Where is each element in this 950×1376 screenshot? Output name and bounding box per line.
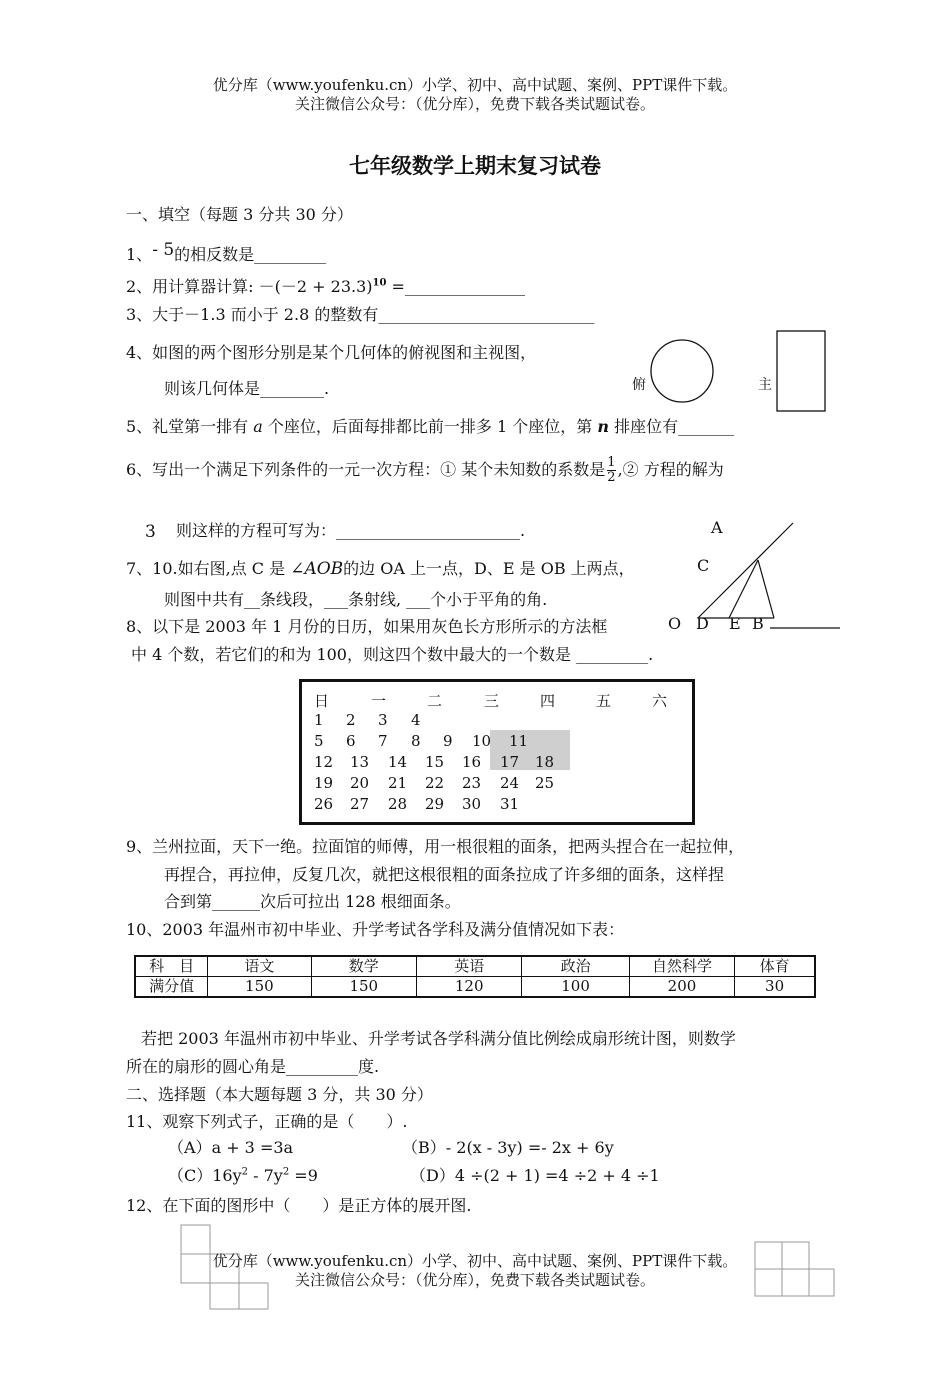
question-10-line-3: 所在的扇形的圆心角是_________度. xyxy=(126,1057,380,1076)
question-8-line-1: 8、以下是 2003 年 1 月份的日历，如果用灰色长方形所示的方法框 xyxy=(126,617,608,636)
question-3: 3、大于－1.3 而小于 2.8 的整数有___________________________ xyxy=(126,305,595,324)
question-7-line-1: 7、10.如右图,点 C 是 ∠AOB的边 OA 上一点，D、E 是 OB 上两点， xyxy=(126,559,635,579)
question-7-line-2: 则图中共有__条线段，___条射线, ___个小于平角的角. xyxy=(164,590,548,609)
header-line-2: 关注微信公众号：（优分库），免费下载各类试题试卷。 xyxy=(294,95,655,113)
rectangle-front-view xyxy=(777,331,825,411)
option-d: （D）4 ÷(2 + 1) =4 ÷2 + 4 ÷1 xyxy=(410,1166,660,1185)
question-9-line-2: 再捏合，再拉伸，反复几次，就把这根很粗的面条拉成了许多细的面条，这样捏 xyxy=(164,865,725,884)
question-1: 1、- 5的相反数是_________ xyxy=(126,240,327,264)
question-12: 12、在下面的图形中（ ）是正方体的展开图. xyxy=(126,1196,472,1215)
point-d-label: D xyxy=(696,614,709,633)
question-6-solution: 3 xyxy=(145,522,156,542)
point-e-label: E xyxy=(729,614,741,633)
question-9-line-3: 合到第______次后可拉出 128 根细面条。 xyxy=(164,892,461,911)
option-c: $(C)16y^2 - 7y^2 =9$ xyxy=(168,1166,318,1185)
question-6-line-2: 则这样的方程可写为：_______________________. xyxy=(176,521,526,540)
point-o-label: O xyxy=(668,614,682,633)
table-row: 满分值 150 150 120 100 200 30 xyxy=(135,977,815,998)
header-line-1: 优分库（www.youfenku.cn）小学、初中、高中试题、案例、PPT课件下载。 xyxy=(212,76,738,94)
option-b: （B）- 2(x - 3y) =- 2x + 6y xyxy=(402,1138,614,1157)
three-view-figure xyxy=(640,330,840,420)
question-8-line-2: 中 4 个数，若它们的和为 100，则这四个数中最大的一个数是 _________. xyxy=(131,645,654,664)
question-4-line-1: 4、如图的两个图形分别是某个几何体的俯视图和主视图， xyxy=(126,343,537,362)
segment-ce xyxy=(758,560,774,618)
section-2-heading: 二、选择题（本大题每题 3 分，共 30 分） xyxy=(126,1085,433,1104)
question-4-line-2: 则该几何体是________. xyxy=(164,379,330,398)
section-1-heading: 一、填空（每题 3 分共 30 分） xyxy=(126,205,353,224)
page-title: 七年级数学上期末复习试卷 xyxy=(349,153,601,178)
front-view-label: 主 xyxy=(758,377,772,393)
point-a-label: A xyxy=(711,518,723,537)
question-9-line-1: 9、兰州拉面，天下一绝。拉面馆的师傅，用一根很粗的面条，把两头捏合在一起拉伸， xyxy=(126,837,745,856)
question-6-line-1: 6、写出一个满足下列条件的一元一次方程：① 某个未知数的系数是 $\frac{1}{2}$ ,② 方程的解为 xyxy=(126,455,724,485)
table-header-row: 科 目 语文 数学 英语 政治 自然科学 体育 xyxy=(135,956,815,977)
point-c-label: C xyxy=(697,556,710,575)
scores-table xyxy=(134,955,816,998)
point-b-label: B xyxy=(752,614,764,633)
footer-line-1: 优分库（www.youfenku.cn）小学、初中、高中试题、案例、PPT课件下载。 xyxy=(212,1252,738,1270)
ray-oa xyxy=(698,523,793,618)
question-11-stem: 11、观察下列式子，正确的是（ ）. xyxy=(126,1112,408,1131)
top-view-label: 俯 xyxy=(632,377,646,393)
option-a: （A）a + 3 =3a xyxy=(168,1138,294,1157)
question-2: 2、用计算器计算: $-(-2 + 23.3)^{10}$ =_______________ xyxy=(126,277,525,296)
question-10-line-2: 若把 2003 年温州市初中毕业、升学考试各学科满分值比例绘成扇形统计图，则数学 xyxy=(141,1029,736,1048)
circle-top-view xyxy=(651,340,713,402)
calendar-box: 日 一 二 三 四 五 六 1 2 3 4 5 6 7 8 9 10 11 12 13 14 15 16 17 18 19 20 21 22 23 24 25 26 27 28 29 30 31 xyxy=(299,679,695,825)
fraction-one-half: $\frac{1}{2}$ xyxy=(607,455,616,485)
question-10-line-1: 10、2003 年温州市初中毕业、升学考试各学科及满分值情况如下表： xyxy=(126,920,625,939)
footer-line-2: 关注微信公众号：（优分库），免费下载各类试题试卷。 xyxy=(294,1271,655,1289)
question-5: 5、礼堂第一排有 a 个座位，后面每排都比前一排多 1 个座位，第 n 排座位有_______ xyxy=(126,417,735,436)
segment-dc xyxy=(729,560,758,618)
q1-expression: - 5 xyxy=(152,240,175,260)
